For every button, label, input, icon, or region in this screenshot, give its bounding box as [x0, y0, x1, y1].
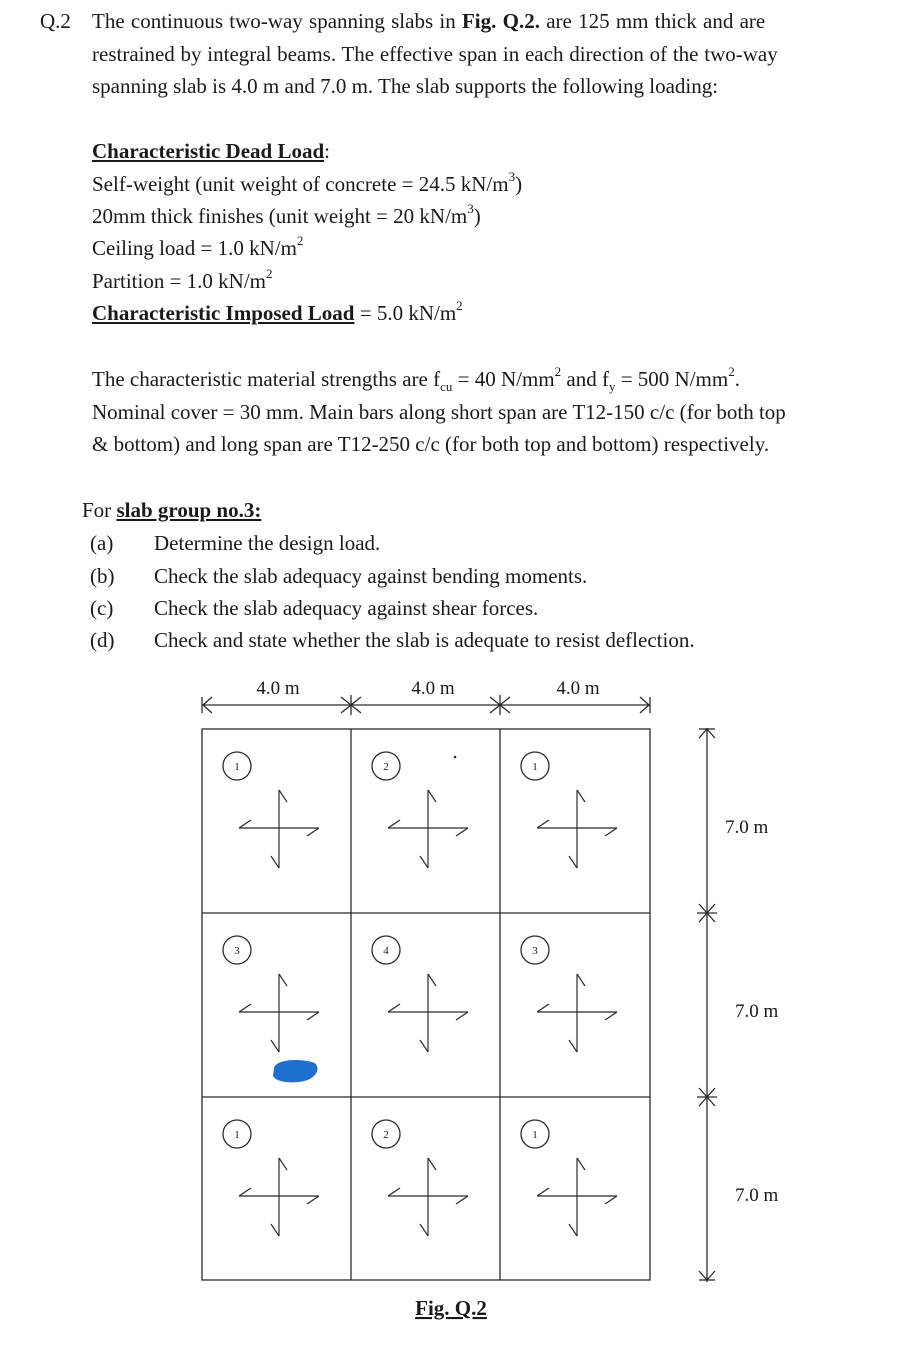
- figure-caption: Fig. Q.2: [415, 1296, 487, 1320]
- slab-panel-r3-c1: [223, 1120, 319, 1236]
- dead-load-title: Characteristic Dead Load: [92, 139, 325, 163]
- task-intro-text: For: [82, 498, 117, 522]
- ceiling-text: Ceiling load = 1.0 kN/m: [92, 236, 297, 260]
- ink-dot: [454, 756, 457, 759]
- task-label-a: (a): [90, 531, 114, 555]
- side-span-2: 7.0 m: [735, 1001, 779, 1022]
- task-label-c: (c): [90, 596, 114, 620]
- question-line-2: restrained by integral beams. The effective span in each direction of the two-way: [92, 42, 778, 66]
- panel-number: 1: [234, 1129, 240, 1141]
- partition-text: Partition = 1.0 kN/m: [92, 269, 267, 293]
- slab-panel-r3-c2: [372, 1120, 468, 1236]
- task-label-d: (d): [90, 628, 115, 652]
- materials-line-2: Nominal cover = 30 mm. Main bars along short span are T12-150 c/c (for both top: [92, 400, 786, 424]
- side-span-3: 7.0 m: [735, 1185, 779, 1206]
- question-line-1-pre: The continuous two-way spanning slabs in: [92, 9, 462, 33]
- materials-line-3: & bottom) and long span are T12-250 c/c (for both top and bottom) respectively.: [92, 432, 770, 456]
- materials-line-1: [92, 364, 740, 395]
- panel-number: 2: [383, 761, 389, 773]
- dead-load-colon: :: [324, 139, 330, 163]
- two-way-span-symbol: [239, 790, 319, 868]
- top-span-1: 4.0 m: [256, 678, 300, 699]
- question-number: Q.2: [40, 9, 71, 33]
- task-text-d: Check and state whether the slab is adequate to resist deflection.: [154, 628, 695, 652]
- figure-panels: [223, 752, 617, 1236]
- two-way-span-symbol: [239, 974, 319, 1052]
- fy-subscript: y: [608, 379, 616, 395]
- materials-text-e: .: [734, 367, 740, 391]
- self-weight-line: [92, 169, 523, 196]
- task-text-b: Check the slab adequacy against bending moments.: [154, 564, 588, 588]
- two-way-span-symbol: [537, 790, 617, 868]
- two-way-span-symbol: [388, 1158, 468, 1236]
- ceiling-line: [92, 233, 304, 260]
- question-line-3: spanning slab is 4.0 m and 7.0 m. The slab supports the following loading:: [92, 74, 719, 98]
- slab-panel-r2-c3: [521, 936, 617, 1052]
- slab-panel-r1-c2: [372, 752, 468, 868]
- self-weight-close: ): [515, 172, 523, 196]
- task-label-b: (b): [90, 564, 115, 588]
- slab-panel-r3-c3: [521, 1120, 617, 1236]
- finishes-exp: 3: [467, 201, 474, 216]
- two-way-span-symbol: [537, 1158, 617, 1236]
- materials-text-d: = 500 N/mm: [615, 367, 729, 391]
- top-span-3: 4.0 m: [556, 678, 600, 699]
- ceiling-exp: 2: [296, 233, 304, 248]
- question-line-1-post: are 125 mm thick and are: [539, 9, 766, 33]
- panel-number: 1: [234, 761, 240, 773]
- blue-highlight-mark: [273, 1060, 318, 1082]
- self-weight-exp: 3: [508, 169, 516, 184]
- finishes-line: [92, 201, 481, 228]
- slab-outline: [202, 729, 650, 1280]
- task-text-a: Determine the design load.: [154, 531, 381, 555]
- materials-text-a: The characteristic material strengths are f: [92, 367, 441, 391]
- self-weight-text: Self-weight (unit weight of concrete = 24.5 kN/m: [92, 172, 509, 196]
- panel-number: 2: [383, 1129, 389, 1141]
- imposed-load-line: [92, 298, 463, 325]
- panel-number: 1: [532, 1129, 538, 1141]
- slab-panel-r2-c1: [223, 936, 319, 1052]
- imposed-load-title: Characteristic Imposed Load: [92, 301, 355, 325]
- task-text-c: Check the slab adequacy against shear forces.: [154, 596, 539, 620]
- two-way-span-symbol: [537, 974, 617, 1052]
- materials-exp-1: 2: [554, 364, 562, 379]
- panel-number: 1: [532, 761, 538, 773]
- figure-reference: Fig. Q.2.: [461, 9, 540, 33]
- slab-panel-r1-c1: [223, 752, 319, 868]
- panel-number: 3: [532, 945, 538, 957]
- fcu-subscript: cu: [440, 379, 453, 395]
- imposed-load-exp: 2: [456, 298, 463, 313]
- partition-exp: 2: [266, 266, 273, 281]
- two-way-span-symbol: [239, 1158, 319, 1236]
- panel-number: 3: [234, 945, 240, 957]
- panel-number: 4: [383, 945, 389, 957]
- slab-layout-figure: [0, 660, 924, 1340]
- two-way-span-symbol: [388, 790, 468, 868]
- imposed-load-value: = 5.0 kN/m: [354, 301, 457, 325]
- materials-text-b: = 40 N/mm: [452, 367, 555, 391]
- materials-text-c: and f: [561, 367, 609, 391]
- partition-line: [92, 266, 273, 293]
- task-intro: [82, 498, 261, 522]
- question-line-1: [92, 9, 765, 33]
- slab-group-label: slab group no.3:: [116, 498, 262, 522]
- top-span-2: 4.0 m: [411, 678, 455, 699]
- finishes-text: 20mm thick finishes (unit weight = 20 kN/m: [92, 204, 468, 228]
- materials-exp-2: 2: [728, 364, 735, 379]
- two-way-span-symbol: [388, 974, 468, 1052]
- slab-panel-r2-c2: [372, 936, 468, 1052]
- side-span-1: 7.0 m: [725, 817, 769, 838]
- finishes-close: ): [473, 204, 481, 228]
- dead-load-heading: [92, 139, 330, 163]
- slab-panel-r1-c3: [521, 752, 617, 868]
